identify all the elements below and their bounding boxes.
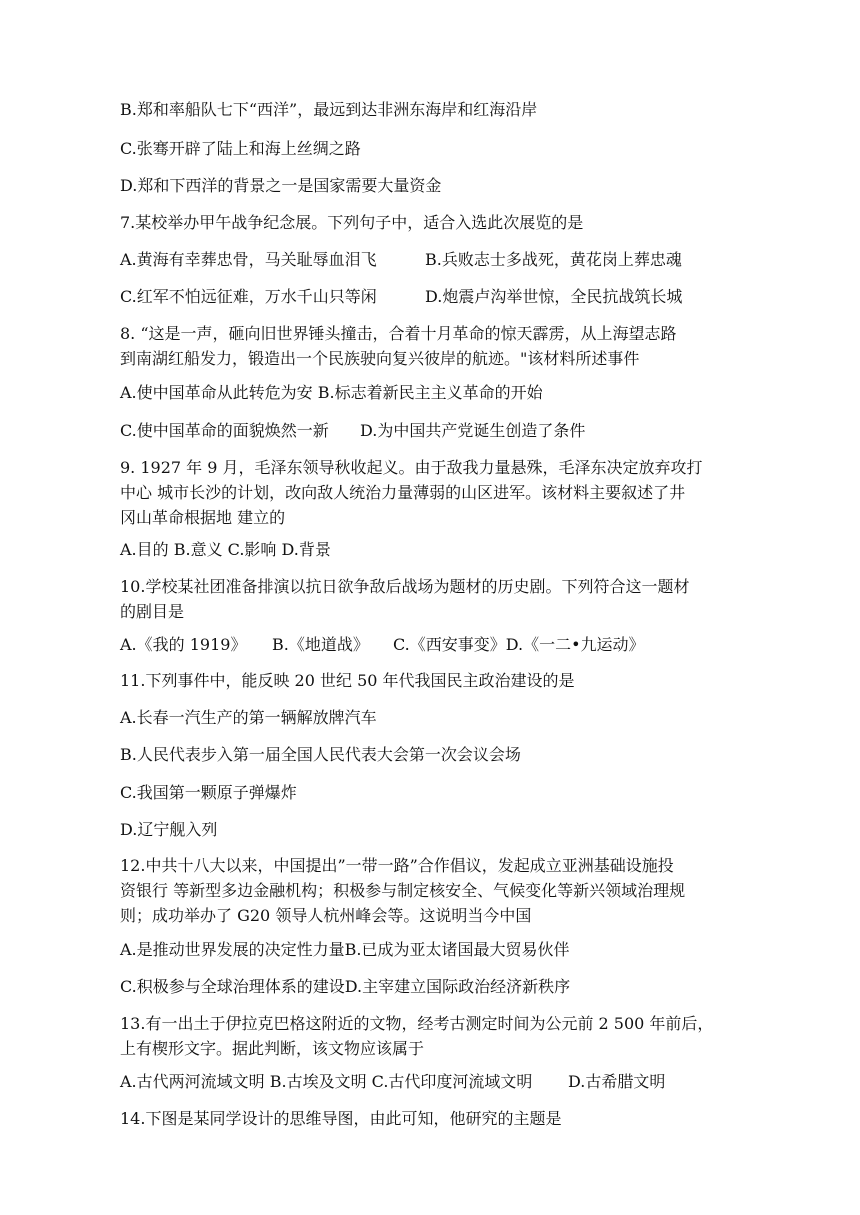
q7-option-d: D.炮震卢沟举世惊，全民抗战筑长城 (425, 287, 683, 306)
q8-options-ab: A.使中国革命从此转危为安 B.标志着新民主主义革命的开始 (120, 383, 543, 402)
q8-stem-line1: 8. “这是一声，砸向旧世界锤头撞击，合着十月革命的惊天霹雳，从上海望志路 (120, 324, 677, 343)
q11-option-d: D.辽宁舰入列 (120, 820, 218, 839)
q9-stem-line1: 9. 1927 年 9 月，毛泽东领导秋收起义。由于敌我力量悬殊，毛泽东决定放弃攻打 (120, 458, 703, 477)
q7-stem: 7.某校举办甲午战争纪念展。下列句子中，适合入选此次展览的是 (120, 213, 584, 232)
q7-option-b: B.兵败志士多战死，黄花岗上葬忠魂 (425, 250, 682, 269)
q7-option-c: C.红军不怕远征难，万水千山只等闲 (120, 287, 377, 306)
q6-option-c: C.张骞开辟了陆上和海上丝绸之路 (120, 139, 361, 158)
q10-stem-line1: 10.学校某社团准备排演以抗日欲争敌后战场为题材的历史剧。下列符合这一题材 (120, 577, 690, 596)
q12-options-cd: C.积极参与全球治理体系的建设D.主宰建立国际政治经济新秩序 (120, 977, 571, 996)
q9-stem-line2: 中心 城市长沙的计划，改向敌人统治力量薄弱的山区进军。该材料主要叙述了井 (120, 483, 686, 502)
q13-stem-line2: 上有楔形文字。据此判断，该文物应该属于 (120, 1039, 425, 1058)
q9-stem-line3: 冈山革命根据地 建立的 (120, 508, 286, 527)
q10-option-cd: C.《西安事变》D.《一二•九运动》 (393, 635, 645, 654)
q11-option-b: B.人民代表步入第一届全国人民代表大会第一次会议会场 (120, 745, 521, 764)
q12-stem-line3: 则；成功举办了 G20 领导人杭州峰会等。这说明当今中国 (120, 906, 532, 925)
q10-option-a: A.《我的 1919》 (120, 635, 247, 654)
q7-option-a: A.黄海有幸葬忠骨，马关耻辱血泪飞 (120, 250, 377, 269)
q11-option-c: C.我国第一颗原子弹爆炸 (120, 783, 297, 802)
q14-stem: 14.下图是某同学设计的思维导图，由此可知，他研究的主题是 (120, 1109, 562, 1128)
q11-option-a: A.长春一汽生产的第一辆解放牌汽车 (120, 708, 377, 727)
q11-stem: 11.下列事件中，能反映 20 世纪 50 年代我国民主政治建设的是 (120, 671, 575, 690)
q12-options-ab: A.是推动世界发展的决定性力量B.已成为亚太诸国最大贸易伙伴 (120, 940, 570, 959)
q6-option-d: D.郑和下西洋的背景之一是国家需要大量资金 (120, 176, 442, 195)
q9-options: A.目的 B.意义 C.影响 D.背景 (120, 540, 331, 559)
q13-option-abc: A.古代两河流域文明 B.古埃及文明 C.古代印度河流域文明 (120, 1072, 533, 1091)
q6-option-b: B.郑和率船队七下“西洋”，最远到达非洲东海岸和红海沿岸 (120, 100, 538, 119)
q10-stem-line2: 的剧目是 (120, 602, 185, 621)
q8-option-c: C.使中国革命的面貌焕然一新 (120, 421, 329, 440)
q13-option-d: D.古希腊文明 (568, 1072, 666, 1091)
q12-stem-line1: 12.中共十八大以来，中国提出”一带一路”合作倡议，发起成立亚洲基础设施投 (120, 856, 674, 875)
q10-option-b: B.《地道战》 (272, 635, 369, 654)
q8-stem-line2: 到南湖红船发力，锻造出一个民族驶向复兴彼岸的航迹。"该材料所述事件 (120, 349, 640, 368)
q12-stem-line2: 资银行 等新型多边金融机构；积极参与制定核安全、气候变化等新兴领域治理规 (120, 881, 686, 900)
q13-stem-line1: 13.有一出土于伊拉克巴格这附近的文物，经考古测定时间为公元前 2 500 年前后， (120, 1014, 714, 1033)
q8-option-d: D.为中国共产党诞生创造了条件 (360, 421, 586, 440)
